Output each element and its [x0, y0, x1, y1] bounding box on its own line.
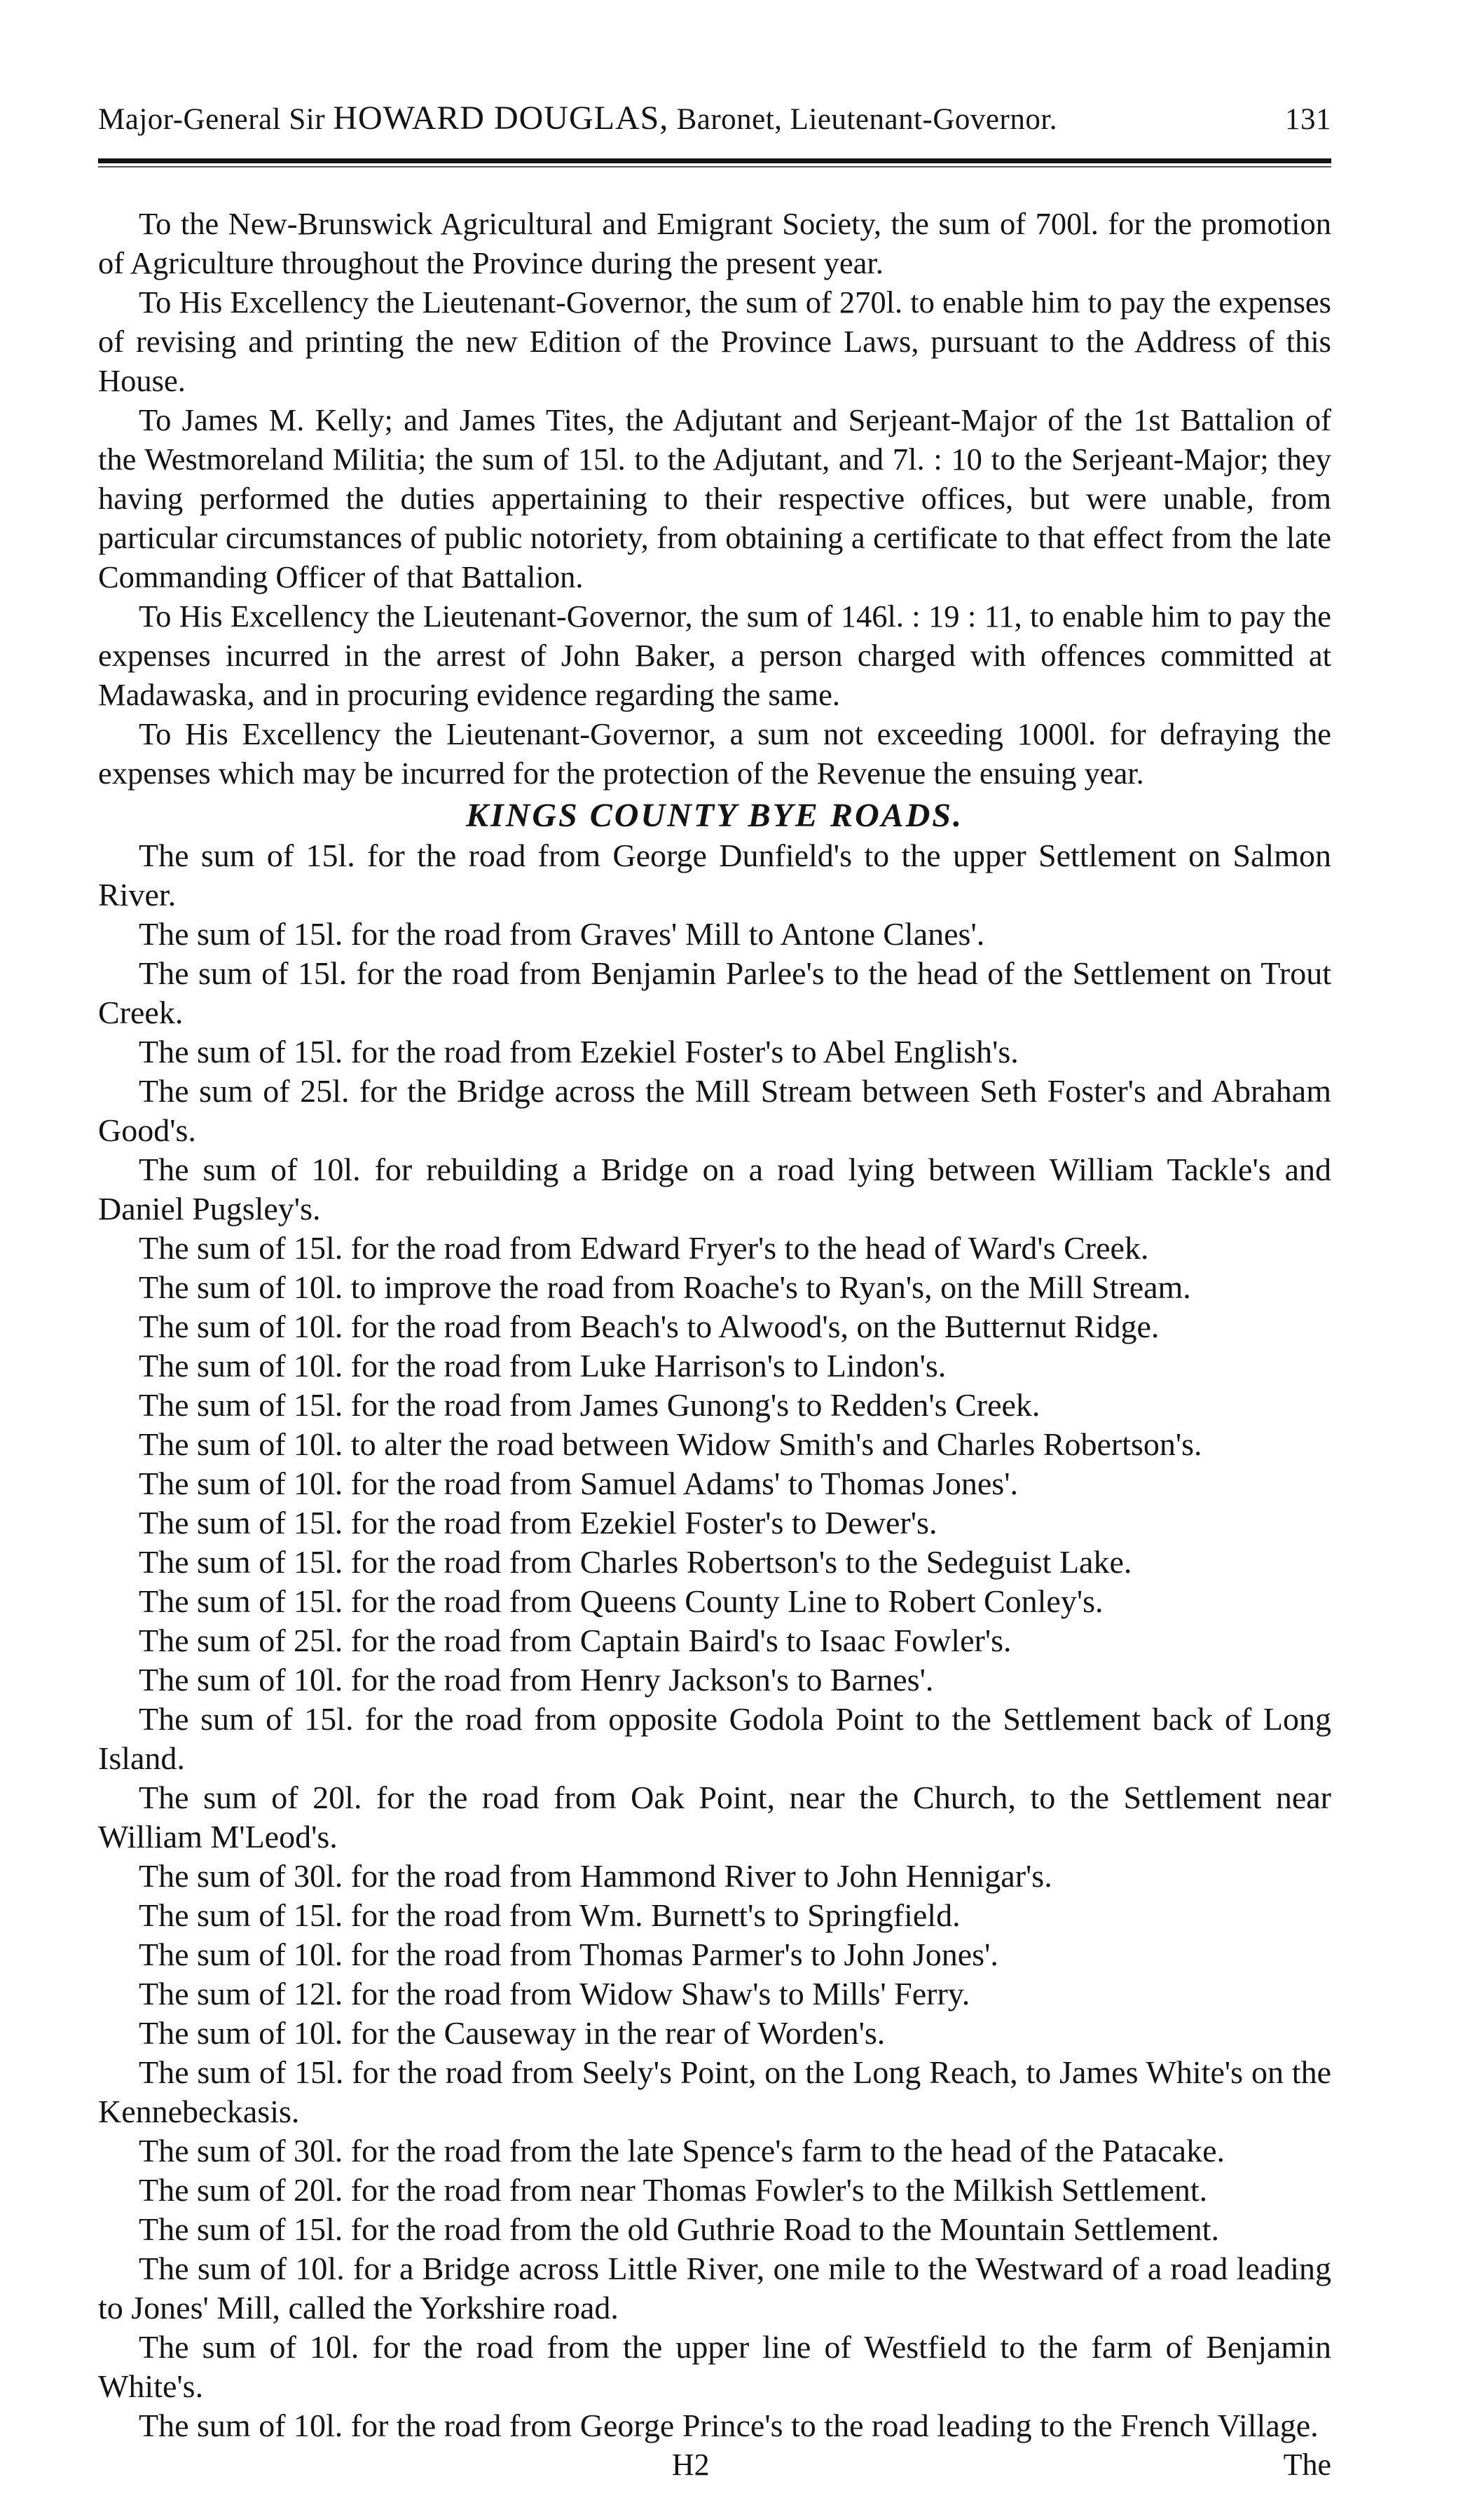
paragraph-revenue-protection: To His Excellency the Lieutenant-Governor, a sum not exceeding 1000l. for defraying the expenses which may be incurred for the protection of the Revenue the ensuing year. — [98, 716, 1331, 791]
road-item: The sum of 10l. to alter the road between Widow Smith's and Charles Robertson's. — [139, 1426, 1202, 1462]
title-suffix: Baronet, Lieutenant-Governor. — [676, 103, 1058, 136]
title-prefix: Major-General Sir — [98, 103, 326, 136]
road-item: The sum of 30l. for the road from the late Spence's farm to the head of the Patacake. — [139, 2132, 1225, 2169]
road-item: The sum of 20l. for the road from Oak Point, near the Church, to the Settlement near William M'Leod's. — [98, 1779, 1331, 1855]
road-item: The sum of 30l. for the road from Hammond River to John Hennigar's. — [139, 1857, 1052, 1894]
road-item: The sum of 15l. for the road from George Dunfield's to the upper Settlement on Salmon River. — [98, 837, 1331, 913]
road-item: The sum of 10l. for the road from Thomas Parmer's to John Jones'. — [139, 1936, 998, 1972]
road-item: The sum of 10l. for the Causeway in the rear of Worden's. — [139, 2014, 886, 2051]
governor-name: HOWARD DOUGLAS, — [333, 100, 669, 137]
road-item: The sum of 10l. to improve the road from Roache's to Ryan's, on the Mill Stream. — [139, 1269, 1191, 1305]
road-item: The sum of 15l. for the road from Wm. Burnett's to Springfield. — [139, 1897, 961, 1933]
road-item: The sum of 15l. for the road from Seely's Point, on the Long Reach, to James White's on the Kennebeckasis. — [98, 2054, 1331, 2129]
running-head — [98, 98, 1331, 139]
catchword: The — [1283, 2447, 1331, 2482]
road-item: The sum of 10l. for the road from the upper line of Westfield to the farm of Benjamin White's. — [98, 2328, 1331, 2404]
road-item: The sum of 15l. for the road from James Gunong's to Redden's Creek. — [139, 1386, 1040, 1423]
road-item: The sum of 10l. for a Bridge across Little River, one mile to the Westward of a road leading to Jones' Mill, called the Yorkshire road. — [98, 2250, 1331, 2326]
road-item: The sum of 12l. for the road from Widow Shaw's to Mills' Ferry. — [139, 1975, 970, 2012]
road-item: The sum of 10l. for the road from Luke Harrison's to Lindon's. — [139, 1347, 947, 1384]
running-title — [98, 98, 1057, 139]
section-title: KINGS COUNTY BYE ROADS. — [466, 796, 963, 834]
paragraph-agricultural-society: To the New-Brunswick Agricultural and Emigrant Society, the sum of 700l. for the promotion of Agriculture throughout the Province during the present year. — [98, 205, 1331, 280]
road-item: The sum of 10l. for the road from Beach's to Alwood's, on the Butternut Ridge. — [139, 1308, 1160, 1344]
page-footer — [98, 2445, 1331, 2485]
header-rule-thin — [98, 166, 1331, 168]
road-item: The sum of 25l. for the road from Captain Baird's to Isaac Fowler's. — [139, 1622, 1012, 1658]
road-item: The sum of 15l. for the road from Queens County Line to Robert Conley's. — [139, 1583, 1104, 1619]
road-item: The sum of 10l. for the road from Henry Jackson's to Barnes'. — [139, 1661, 934, 1698]
road-item: The sum of 15l. for the road from the old Guthrie Road to the Mountain Settlement. — [139, 2211, 1219, 2247]
paragraph-province-laws: To His Excellency the Lieutenant-Governor, the sum of 270l. to enable him to pay the expenses of revising and printing the new Edition of the Province Laws, pursuant to the Address of this House. — [98, 284, 1331, 398]
road-item: The sum of 10l. for the road from Samuel Adams' to Thomas Jones'. — [139, 1465, 1018, 1501]
road-item: The sum of 15l. for the road from Ezekiel Foster's to Dewer's. — [139, 1504, 937, 1541]
paragraph-john-baker-arrest: To His Excellency the Lieutenant-Governor, the sum of 146l. : 19 : 11, to enable him to pay the expenses incurred in the arrest of John Baker, a person charged with offences committed at Madawaska, and in procuring evidence regarding the same. — [98, 598, 1331, 712]
road-item: The sum of 20l. for the road from near Thomas Fowler's to the Milkish Settlement. — [139, 2171, 1208, 2208]
road-item: The sum of 10l. for the road from George Prince's to the road leading to the French Village. — [139, 2407, 1319, 2443]
body-text — [98, 204, 1331, 2485]
road-item: The sum of 15l. for the road from Benjamin Parlee's to the head of the Settlement on Trout Creek. — [98, 955, 1331, 1030]
road-item: The sum of 25l. for the Bridge across the Mill Stream between Seth Foster's and Abraham Good's. — [98, 1072, 1331, 1148]
road-item: The sum of 15l. for the road from Graves' Mill to Antone Clanes'. — [139, 915, 985, 952]
road-item: The sum of 15l. for the road from Charles Robertson's to the Sedeguist Lake. — [139, 1543, 1132, 1580]
road-item: The sum of 10l. for rebuilding a Bridge on a road lying between William Tackle's and Daniel Pugsley's. — [98, 1151, 1331, 1227]
header-rule — [98, 158, 1331, 163]
road-item: The sum of 15l. for the road from opposite Godola Point to the Settlement back of Long Island. — [98, 1700, 1331, 1776]
road-item: The sum of 15l. for the road from Ezekiel Foster's to Abel English's. — [139, 1033, 1019, 1070]
road-item: The sum of 15l. for the road from Edward Fryer's to the head of Ward's Creek. — [139, 1229, 1149, 1266]
signature-mark: H2 — [671, 2447, 710, 2482]
paragraph-westmoreland-militia: To James M. Kelly; and James Tites, the Adjutant and Serjeant-Major of the 1st Battalion of the Westmoreland Militia; the sum of 15l. to the Adjutant, and 7l. : 10 to the Serjeant-Major; they having performed the duties appertaining to their respective offices, but were unable, from particular circumstances of public notoriety, from obtaining a certificate to that effect from the late Commanding Officer of that Battalion. — [98, 402, 1331, 594]
page-number: 131 — [1285, 103, 1331, 136]
document-page — [98, 98, 1331, 2485]
